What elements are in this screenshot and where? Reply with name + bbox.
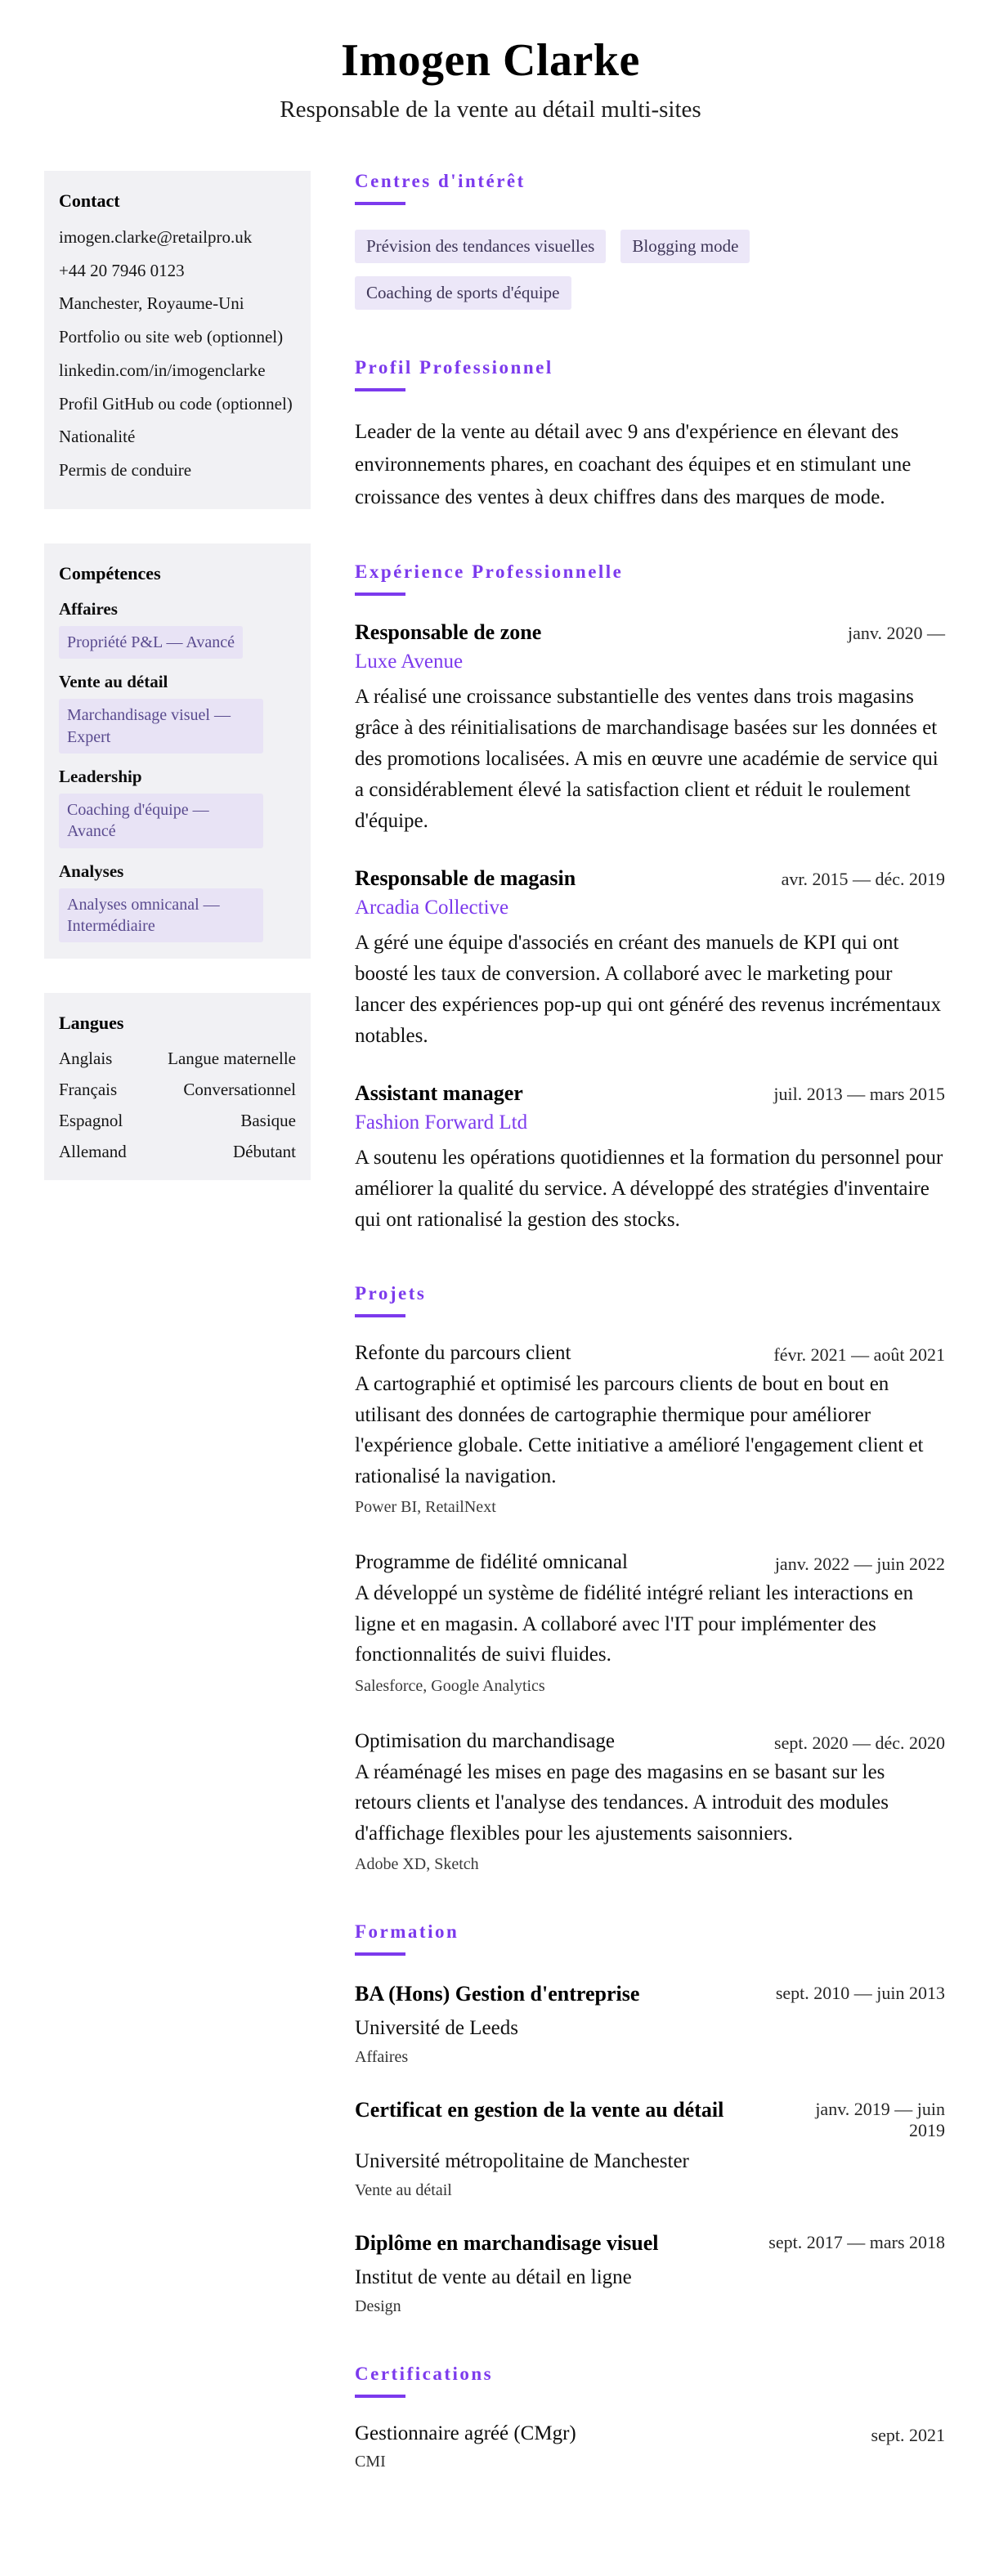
- job-dates: juil. 2013 — mars 2015: [773, 1084, 945, 1104]
- language-level: Débutant: [233, 1142, 296, 1162]
- skill-category: Leadership: [59, 766, 142, 786]
- degree-title: Diplôme en marchandisage visuel: [355, 2230, 659, 2255]
- language-name: Allemand: [59, 1142, 127, 1162]
- project-tech: Power BI, RetailNext: [355, 1498, 496, 1516]
- project-entry: [355, 1551, 945, 1696]
- contact-heading: Contact: [59, 190, 120, 211]
- education-entry: [355, 1980, 945, 2067]
- entry-head: [355, 620, 945, 645]
- experience-entry: [355, 1081, 945, 1236]
- skills-section: [44, 543, 311, 959]
- profile-heading: Profil Professionnel: [355, 357, 553, 378]
- experience-entry: [355, 866, 945, 1052]
- project-tech: Salesforce, Google Analytics: [355, 1676, 545, 1695]
- school-name: Institut de vente au détail en ligne: [355, 2265, 632, 2288]
- resume-header: [0, 0, 981, 123]
- project-title: Optimisation du marchandisage: [355, 1729, 615, 1752]
- job-dates: janv. 2020 —: [848, 623, 945, 643]
- project-dates: févr. 2021 — août 2021: [773, 1344, 945, 1365]
- company-name: Luxe Avenue: [355, 651, 464, 673]
- profile-section: [355, 357, 945, 514]
- entry-head: [355, 2422, 945, 2446]
- contact-phone: +44 20 7946 0123: [59, 260, 185, 280]
- entry-head: [355, 2229, 945, 2257]
- contact-github: Profil GitHub ou code (optionnel): [59, 393, 293, 414]
- experience-section: [355, 561, 945, 1236]
- person-title: Responsable de la vente au détail multi-sites: [280, 96, 701, 123]
- contact-email[interactable]: imogen.clarke@retailpro.uk: [59, 227, 253, 247]
- job-description: A réalisé une croissance substantielle des ventes dans trois magasins grâce à des réinitialisations de marchandisage basées sur les données et des promotions localisées. A mis en œuvre une académie de service qui a considérablement élevé la satisfaction client et réduit le roulement d'équipe.: [355, 686, 938, 832]
- school-name: Université de Leeds: [355, 2016, 518, 2039]
- company-name: Arcadia Collective: [355, 897, 509, 919]
- sidebar: [44, 171, 311, 1180]
- interest-tag: Coaching de sports d'équipe: [355, 276, 571, 310]
- experience-heading: Expérience Professionnelle: [355, 561, 624, 582]
- heading-underline: [355, 388, 405, 391]
- contact-location: Manchester, Royaume-Uni: [59, 293, 244, 314]
- interests-heading: Centres d'intérêt: [355, 171, 526, 191]
- job-title: Responsable de magasin: [355, 866, 576, 890]
- heading-underline: [355, 1952, 405, 1956]
- education-section: [355, 1921, 945, 2316]
- education-entry: [355, 2229, 945, 2316]
- job-title: Assistant manager: [355, 1081, 523, 1105]
- contact-driving-license: Permis de conduire: [59, 460, 192, 481]
- skills-heading: Compétences: [59, 562, 161, 584]
- education-entry: [355, 2096, 945, 2200]
- language-name: Espagnol: [59, 1111, 123, 1131]
- entry-head: [355, 1081, 945, 1106]
- entry-head: [355, 1551, 945, 1575]
- person-name: Imogen Clarke: [341, 35, 640, 86]
- contact-linkedin[interactable]: linkedin.com/in/imogenclarke: [59, 360, 266, 380]
- contact-portfolio: Portfolio ou site web (optionnel): [59, 327, 284, 347]
- interest-tag: Blogging mode: [620, 230, 750, 263]
- project-title: Refonte du parcours client: [355, 1342, 571, 1364]
- skill-pill: Coaching d'équipe — Avancé: [59, 794, 263, 848]
- field-of-study: Vente au détail: [355, 2180, 452, 2199]
- heading-underline: [355, 1314, 405, 1317]
- entry-head: [355, 2096, 945, 2141]
- project-title: Programme de fidélité omnicanal: [355, 1551, 628, 1573]
- job-dates: avr. 2015 — déc. 2019: [781, 869, 945, 889]
- degree-title: Certificat en gestion de la vente au détail: [355, 2097, 724, 2122]
- school-name: Université métropolitaine de Manchester: [355, 2149, 689, 2172]
- main-column: [355, 171, 945, 2519]
- languages-section: [44, 993, 311, 1180]
- certification-issuer: CMI: [355, 2452, 386, 2471]
- language-name: Anglais: [59, 1049, 113, 1069]
- job-title: Responsable de zone: [355, 620, 542, 644]
- degree-title: BA (Hons) Gestion d'entreprise: [355, 1982, 640, 2006]
- certification-entry: [355, 2422, 945, 2471]
- language-name: Français: [59, 1080, 118, 1100]
- education-heading: Formation: [355, 1921, 459, 1942]
- entry-head: [355, 1730, 945, 1754]
- job-description: A soutenu les opérations quotidiennes et la formation du personnel pour améliorer la qualité du service. A développé des stratégies d'inventaire qui ont rationalisé la gestion des stocks.: [355, 1147, 943, 1231]
- project-dates: janv. 2022 — juin 2022: [774, 1554, 945, 1574]
- education-dates: sept. 2010 — juin 2013: [775, 1983, 945, 2003]
- project-dates: sept. 2020 — déc. 2020: [774, 1732, 945, 1753]
- contact-section: [44, 171, 311, 509]
- interests-section: [355, 171, 945, 310]
- skill-pill: Analyses omnicanal — Intermédiaire: [59, 888, 263, 943]
- projects-section: [355, 1283, 945, 1874]
- field-of-study: Design: [355, 2296, 401, 2315]
- entry-head: [355, 866, 945, 891]
- project-entry: [355, 1730, 945, 1875]
- job-description: A géré une équipe d'associés en créant des manuels de KPI qui ont boosté les taux de conversion. A collaboré avec le marketing pour lancer des expériences pop-up qui ont généré des revenus incrémentaux notables.: [355, 932, 942, 1047]
- project-description: A réaménagé les mises en page des magasins en se basant sur les retours clients et l'analyse des tendances. A introduit des modules d'affichage flexibles pour les ajustements saisonniers.: [355, 1760, 889, 1845]
- entry-head: [355, 1342, 945, 1366]
- skill-category: Vente au détail: [59, 672, 168, 692]
- project-description: A développé un système de fidélité intégré reliant les interactions en ligne et en magasin. A collaboré avec l'IT pour implémenter des fonctionnalités de suivi fluides.: [355, 1582, 914, 1666]
- language-level: Langue maternelle: [168, 1049, 296, 1069]
- heading-underline: [355, 593, 405, 596]
- education-dates: janv. 2019 — juin 2019: [815, 2098, 945, 2140]
- certification-name: Gestionnaire agréé (CMgr): [355, 2422, 576, 2444]
- project-description: A cartographié et optimisé les parcours clients de bout en bout en utilisant des données de cartographie thermique pour améliorer l'expérience globale. Cette initiative a amélioré l'engagement client et rationalisé la navigation.: [355, 1373, 924, 1487]
- heading-underline: [355, 202, 405, 205]
- heading-underline: [355, 2395, 405, 2398]
- languages-heading: Langues: [59, 1013, 124, 1034]
- certifications-heading: Certifications: [355, 2363, 494, 2384]
- project-tech: Adobe XD, Sketch: [355, 1855, 479, 1873]
- projects-heading: Projets: [355, 1283, 427, 1304]
- language-row: [59, 1111, 296, 1131]
- profile-text: Leader de la vente au détail avec 9 ans d'expérience en élevant des environnements phares, en coachant des équipes et en stimulant une croissance des ventes à deux chiffres dans des marques de mode.: [355, 421, 912, 508]
- skill-category: Analyses: [59, 861, 124, 881]
- language-row: [59, 1080, 296, 1100]
- certification-date: sept. 2021: [871, 2424, 945, 2445]
- skill-category: Affaires: [59, 598, 118, 619]
- project-entry: [355, 1342, 945, 1517]
- language-row: [59, 1049, 296, 1069]
- content-area: [0, 123, 981, 2576]
- company-name: Fashion Forward Ltd: [355, 1111, 528, 1134]
- language-row: [59, 1142, 296, 1162]
- skill-pill: Marchandisage visuel — Expert: [59, 699, 263, 754]
- experience-entry: [355, 620, 945, 837]
- skill-pill: Propriété P&L — Avancé: [59, 626, 243, 659]
- contact-nationality: Nationalité: [59, 427, 136, 447]
- language-level: Conversationnel: [183, 1080, 296, 1100]
- interest-tag: Prévision des tendances visuelles: [355, 230, 606, 263]
- field-of-study: Affaires: [355, 2047, 409, 2066]
- language-level: Basique: [240, 1111, 296, 1131]
- education-dates: sept. 2017 — mars 2018: [768, 2231, 945, 2252]
- certifications-section: [355, 2364, 945, 2471]
- entry-head: [355, 1980, 945, 2008]
- interest-tags: [355, 230, 945, 310]
